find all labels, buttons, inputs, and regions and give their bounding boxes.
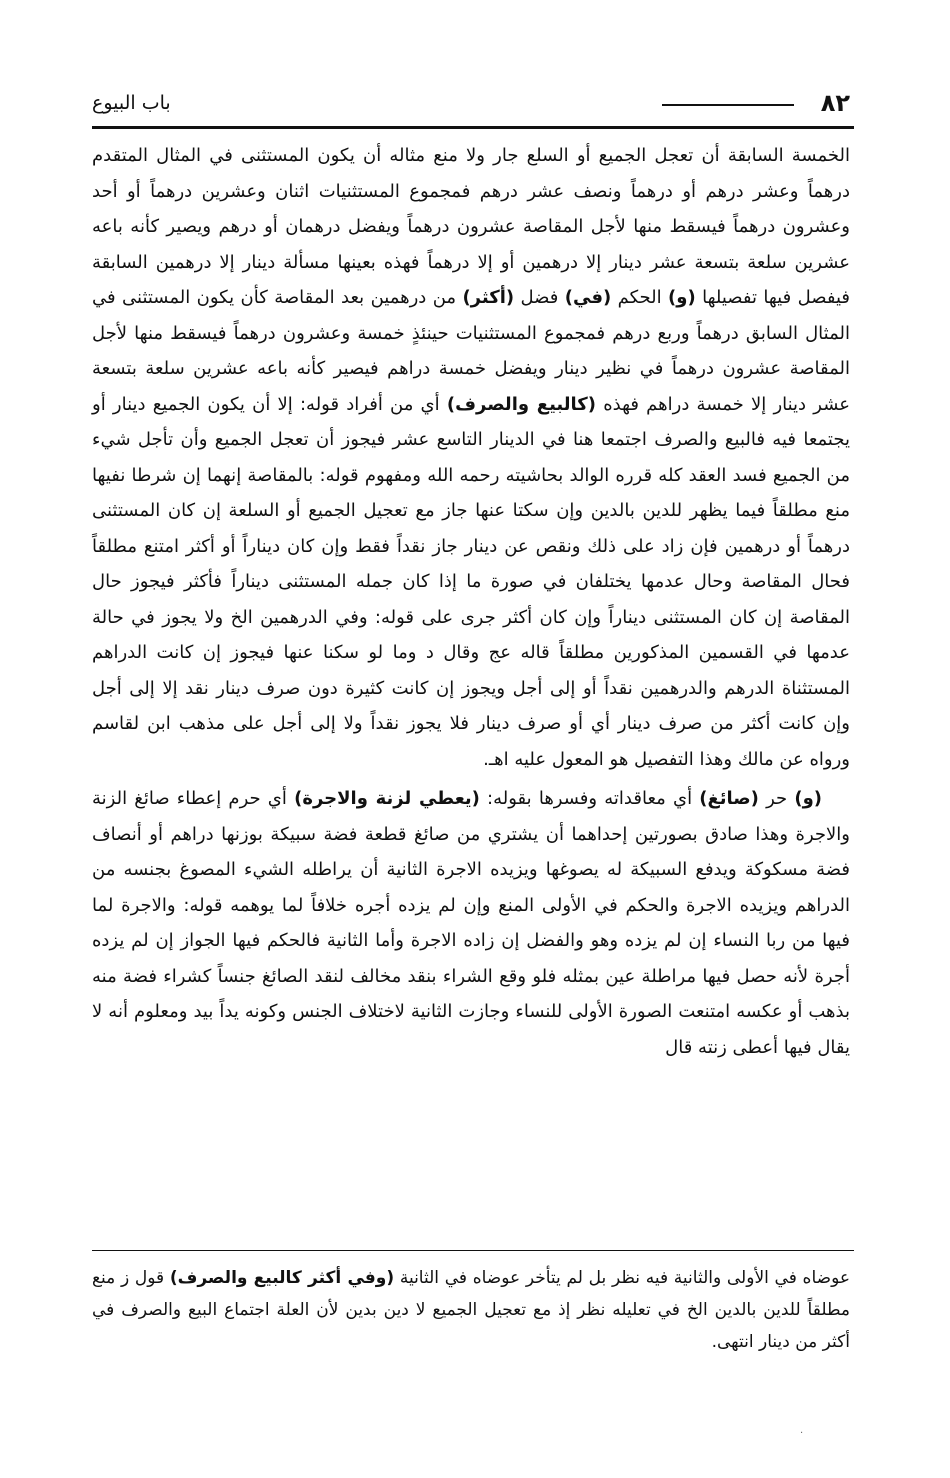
header-divider — [92, 126, 854, 129]
bold-term: (وفي أكثر كالبيع والصرف) — [169, 1268, 395, 1288]
bold-term: (و) — [668, 287, 696, 308]
bold-term: (كالبيع والصرف) — [446, 393, 596, 415]
text-run: من درهمين بعد المقاصة كأن يكون المستثنى في المثال السابق درهماً وربع درهم فمجموع المستثنيات حينئذٍ خمسة وعشرون درهماً فيسقط منها لأجل المقاصة عشرون درهماً في نظير دينار ويفضل خمسة دراهم فيصير كأنه باعه عشرين سلعة بتسعة عشر دينار إلا خمسة دراهم فهذه — [92, 287, 851, 415]
text-run: فضل — [514, 287, 565, 308]
scan-speck: · — [800, 1428, 804, 1439]
running-header — [92, 88, 850, 124]
chapter-title: باب البيوع — [92, 92, 171, 114]
text-run: قول ز منع مطلقاً للدين بالدين الخ في تعليله نظر إذ مع تعجيل الجميع لا دين بدين لأن العلة اجتماع البيع والصرف في أكثر من دينار انتهى. — [92, 1268, 850, 1352]
bold-term: (صائغ) — [699, 788, 759, 809]
page-number: ٨٢ — [820, 89, 850, 117]
bold-term: (أكثر) — [462, 287, 515, 308]
main-text — [92, 138, 850, 1065]
bold-term: (في) — [564, 287, 612, 308]
footnote-divider — [92, 1250, 854, 1251]
text-run: الحكم — [611, 287, 669, 308]
text-run: عوضاه في الأولى والثانية فيه نظر بل لم يتأخر عوضاه في الثانية — [394, 1268, 850, 1288]
text-run: أي معاقداته وفسرها بقوله: — [479, 788, 700, 809]
text-run: أي من أفراد قوله: إلا أن يكون الجميع دينار أو يجتمعا فيه فالبيع والصرف اجتمعا هنا في الدينار التاسع عشر فيجوز أن تعجل الجميع وأن تأجل شيء من الجميع فسد العقد كله قرره الوالد بحاشيته رحمه الله ومفهوم قوله: بالمقاصة إنهما إن شرطا نفيها منع مطلقاً فيما يظهر للدين بالدين وإن سكتا عنها جاز مع تعجيل الجميع أو السلعة إن كان المستثنى درهماً أو درهمين فإن زاد على ذلك ونقص عن دينار جاز نقداً فقط وإن كان ديناراً أو أكثر امتنع مطلقاً فحال المقاصة وحال عدمها يختلفان في صورة ما إذا كان جمله المستثنى ديناراً فأكثر فيجوز حال المقاصة إن كان المستثنى ديناراً وإن كان أكثر جرى على قوله: وفي الدرهمين الخ ولا يجوز في حالة عدمها في القسمين المذكورين مطلقاً قاله عج وقال د وما لو سكنا عنها فيجوز إن كانت الدراهم المستثناة الدرهم والدرهمين نقداً أو إلى أجل ويجوز إن كانت كثيرة دون صرف دينار نقد إلا إلى أجل وإن كانت أكثر من صرف دينار أي أو صرف دينار فلا يجوز نقداً ولا إلى أجل على مذهب ابن لقاسم ورواه عن مالك وهذا التفصيل هو المعول عليه اهـ. — [92, 393, 850, 770]
paragraph-1 — [92, 138, 850, 777]
bold-term: (يعطي لزنة والاجرة) — [294, 788, 480, 809]
text-run: أي حرم إعطاء صائغ الزنة والاجرة وهذا صادق بصورتين إحداهما أن يشتري من صائغ قطعة فضة سبيكة بوزنها دراهم أو أنصاف فضة مسكوكة ويدفع السبيكة له يصوغها ويزيده الاجرة الثانية أن يراطله الشيء المصوغ بجنسه من الدراهم ويزيده الاجرة والحكم في الأولى المنع وإن لم يزده أجره خلافاً لما يوهمه قوله: والاجرة لما فيها من ربا النساء إن لم يزده وهو والفضل إن زاده الاجرة وأما الثانية فالحكم فيها الجواز إن لم يزده أجرة لأنه حصل فيها مراطلة عين بمثله فلو وقع الشراء بنقد مخالف لنقد الصائغ جنساً كشراء فضة منه بذهب أو عكسه امتنعت الصورة الأولى للنساء وجازت الثانية لاختلاف الجنس وكونه يداً بيد ومعلوم أنه لا يقال فيها أعطى زنته قال — [92, 788, 850, 1058]
footnote-paragraph — [92, 1262, 850, 1358]
header-title-rule — [662, 104, 794, 106]
text-run: حر — [758, 788, 795, 809]
text-run: الخمسة السابقة أن تعجل الجميع أو السلع جار ولا منع مثاله أن يكون المستثنى في المثال المتقدم درهماً وعشر درهم أو درهماً ونصف عشر درهم فمجموع المستثنيات اثنان وعشرين درهماً أو أحد وعشرون درهماً فيسقط منها لأجل المقاصة عشرون درهماً ويفضل درهمان أو درهم ويصير كأنه باعه عشرين سلعة بتسعة عشر دينار إلا درهمين أو إلا درهماً فهذه بعينها مسألة دينار إلا درهمين السابقة فيفصل فيها تفصيلها — [92, 145, 851, 308]
footnote — [92, 1262, 850, 1358]
paragraph-2 — [92, 781, 850, 1065]
bold-term: (و) — [794, 788, 822, 809]
